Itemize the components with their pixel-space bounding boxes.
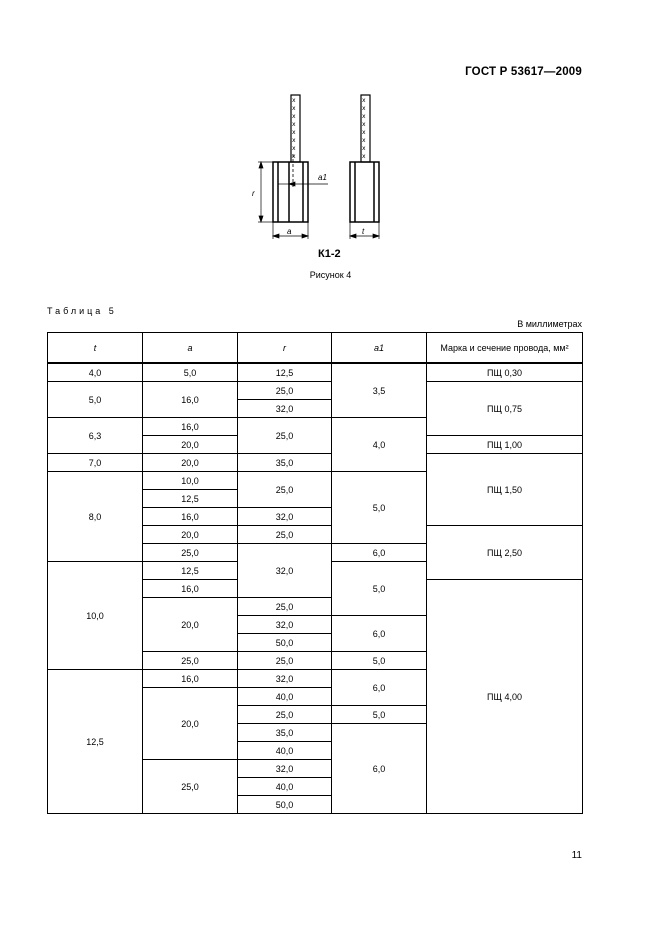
cell-wire: ПЩ 1,50 <box>427 454 583 526</box>
cell-a: 25,0 <box>143 652 238 670</box>
cell-t: 6,3 <box>48 418 143 454</box>
svg-text:х: х <box>292 145 296 152</box>
svg-text:х: х <box>292 105 296 112</box>
cell-a: 16,0 <box>143 418 238 436</box>
cell-a: 20,0 <box>143 454 238 472</box>
cell-wire: ПЩ 0,75 <box>427 382 583 436</box>
cell-t: 12,5 <box>48 670 143 814</box>
svg-text:х: х <box>292 97 296 104</box>
header-a1: a1 <box>332 333 427 364</box>
cell-a: 5,0 <box>143 363 238 382</box>
cell-wire: ПЩ 0,30 <box>427 363 583 382</box>
cell-a1: 5,0 <box>332 652 427 670</box>
cell-r: 12,5 <box>238 363 332 382</box>
cell-t: 10,0 <box>48 562 143 670</box>
cell-a: 12,5 <box>143 562 238 580</box>
cell-r: 50,0 <box>238 634 332 652</box>
svg-text:х: х <box>292 121 296 128</box>
cell-r: 32,0 <box>238 508 332 526</box>
cell-a: 12,5 <box>143 490 238 508</box>
cell-r: 25,0 <box>238 526 332 544</box>
svg-text:х: х <box>362 153 366 160</box>
svg-text:х: х <box>362 145 366 152</box>
cell-r: 25,0 <box>238 472 332 508</box>
cell-r: 32,0 <box>238 544 332 598</box>
brush-body-front <box>273 154 308 222</box>
dim-r-label: r <box>252 189 255 198</box>
dim-a-label: a <box>287 227 292 236</box>
cell-a1: 6,0 <box>332 670 427 706</box>
header-t: t <box>48 333 143 364</box>
cell-a: 16,0 <box>143 580 238 598</box>
svg-text:х: х <box>362 121 366 128</box>
svg-text:х: х <box>362 137 366 144</box>
cell-r: 25,0 <box>238 598 332 616</box>
cell-a1: 6,0 <box>332 616 427 652</box>
cable-front <box>291 95 300 162</box>
page-number: 11 <box>571 850 582 861</box>
dim-t-label: t <box>362 227 365 236</box>
cell-a: 20,0 <box>143 598 238 652</box>
cell-t: 7,0 <box>48 454 143 472</box>
svg-text:х: х <box>292 153 296 160</box>
svg-text:х: х <box>362 97 366 104</box>
cell-wire: ПЩ 4,00 <box>427 580 583 814</box>
cell-a1: 5,0 <box>332 472 427 544</box>
svg-text:х: х <box>362 113 366 120</box>
dim-a1-label: a1 <box>318 173 327 182</box>
cell-wire: ПЩ 1,00 <box>427 436 583 454</box>
cell-a: 20,0 <box>143 526 238 544</box>
svg-text:х: х <box>362 129 366 136</box>
cell-a: 25,0 <box>143 760 238 814</box>
dimension-r <box>258 162 273 222</box>
cell-r: 40,0 <box>238 688 332 706</box>
header-r: r <box>238 333 332 364</box>
cell-wire: ПЩ 2,50 <box>427 526 583 580</box>
table-row <box>48 363 583 382</box>
cell-r: 50,0 <box>238 796 332 814</box>
table-title: Таблица 5 <box>47 306 117 316</box>
cell-r: 25,0 <box>238 418 332 454</box>
cell-a1: 6,0 <box>332 724 427 814</box>
table-row <box>48 382 583 400</box>
cell-r: 35,0 <box>238 454 332 472</box>
cell-a1: 6,0 <box>332 544 427 562</box>
svg-text:х: х <box>362 105 366 112</box>
cell-t: 5,0 <box>48 382 143 418</box>
cable-side <box>361 95 370 162</box>
brush-drawing <box>240 92 390 264</box>
brush-dimensions-table <box>47 332 583 814</box>
cell-a: 25,0 <box>143 544 238 562</box>
svg-text:х: х <box>292 129 296 136</box>
cell-r: 32,0 <box>238 670 332 688</box>
cell-a: 16,0 <box>143 508 238 526</box>
cell-a: 16,0 <box>143 670 238 688</box>
cell-a1: 3,5 <box>332 363 427 418</box>
cell-t: 4,0 <box>48 363 143 382</box>
standard-number: ГОСТ Р 53617—2009 <box>465 66 582 78</box>
svg-text:х: х <box>292 113 296 120</box>
cell-r: 40,0 <box>238 778 332 796</box>
header-wire: Марка и сечение провода, мм² <box>427 333 583 364</box>
cell-r: 35,0 <box>238 724 332 742</box>
figure-label: К1-2 <box>318 248 341 260</box>
cell-r: 40,0 <box>238 742 332 760</box>
table-units: В миллиметрах <box>517 319 582 329</box>
brush-body-side <box>350 162 379 222</box>
cell-a1: 5,0 <box>332 562 427 616</box>
cell-r: 25,0 <box>238 706 332 724</box>
cell-t: 8,0 <box>48 472 143 562</box>
cell-a1: 5,0 <box>332 706 427 724</box>
dimension-t <box>350 222 379 239</box>
cell-a1: 4,0 <box>332 418 427 472</box>
cell-a: 20,0 <box>143 436 238 454</box>
cell-a: 10,0 <box>143 472 238 490</box>
table-row <box>48 454 583 472</box>
cell-a: 16,0 <box>143 382 238 418</box>
cell-r: 25,0 <box>238 382 332 400</box>
cell-r: 32,0 <box>238 760 332 778</box>
svg-text:х: х <box>292 137 296 144</box>
table-header-row <box>48 333 583 364</box>
cell-r: 32,0 <box>238 400 332 418</box>
cell-r: 32,0 <box>238 616 332 634</box>
cell-a: 20,0 <box>143 688 238 760</box>
figure-caption: Рисунок 4 <box>309 270 352 280</box>
cell-r: 25,0 <box>238 652 332 670</box>
header-a: a <box>143 333 238 364</box>
